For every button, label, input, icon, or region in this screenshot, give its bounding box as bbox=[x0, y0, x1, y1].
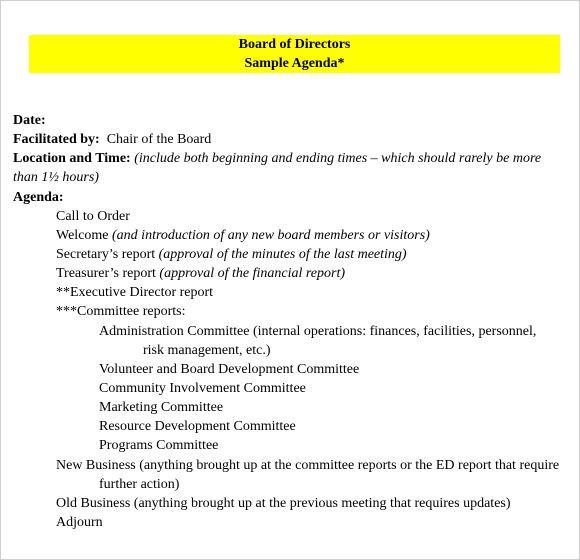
agenda-body bbox=[13, 111, 573, 532]
committee-community: Community Involvement Committee bbox=[99, 380, 306, 396]
committee-marketing: Marketing Committee bbox=[99, 400, 224, 416]
document-title: Board of Directors bbox=[238, 37, 351, 52]
date-row bbox=[13, 111, 573, 130]
agenda-item-call-to-order: Call to Order bbox=[56, 208, 130, 224]
facilitated-label: Facilitated by: bbox=[13, 132, 100, 148]
location-row bbox=[13, 149, 573, 168]
location-note: (include both beginning and ending times – which should rarely be more bbox=[134, 151, 542, 167]
agenda-item-secretary: Secretary’s report (approval of the minutes of the last meeting) bbox=[56, 246, 407, 262]
agenda-label: Agenda: bbox=[13, 189, 64, 205]
agenda-item-welcome: Welcome (and introduction of any new board members or visitors) bbox=[56, 227, 430, 243]
facilitated-row bbox=[13, 130, 573, 149]
agenda-item-committee-reports: ***Committee reports: bbox=[56, 304, 186, 320]
agenda-item-adjourn: Adjourn bbox=[56, 514, 103, 530]
committee-volunteer: Volunteer and Board Development Committee bbox=[99, 361, 360, 377]
welcome-note: (and introduction of any new board members or visitors) bbox=[112, 227, 430, 243]
agenda-item-new-business-continued: further action) bbox=[99, 476, 180, 492]
committee-programs: Programs Committee bbox=[99, 438, 219, 454]
agenda-item-new-business: New Business (anything brought up at the committee reports or the ED report that require bbox=[56, 457, 560, 473]
agenda-item-executive: **Executive Director report bbox=[56, 285, 214, 301]
facilitated-value: Chair of the Board bbox=[106, 132, 212, 148]
document-subtitle: Sample Agenda* bbox=[244, 56, 345, 71]
agenda-heading-row bbox=[13, 188, 573, 207]
agenda-item-old-business: Old Business (anything brought up at the previous meeting that requires updates) bbox=[56, 495, 511, 511]
committee-administration-continued: risk management, etc.) bbox=[143, 342, 271, 358]
location-row-continued bbox=[13, 168, 573, 187]
treasurer-note: (approval of the financial report) bbox=[159, 266, 346, 282]
location-label: Location and Time: bbox=[13, 151, 131, 167]
committee-resource: Resource Development Committee bbox=[99, 419, 296, 435]
location-note-continued: than 1½ hours) bbox=[13, 170, 99, 186]
secretary-note: (approval of the minutes of the last meeting) bbox=[158, 246, 407, 262]
date-label: Date: bbox=[13, 113, 46, 128]
title-banner bbox=[29, 35, 560, 73]
committee-administration: Administration Committee (internal operations: finances, facilities, personnel, bbox=[99, 323, 537, 339]
agenda-item-treasurer: Treasurer’s report (approval of the financial report) bbox=[56, 266, 346, 282]
